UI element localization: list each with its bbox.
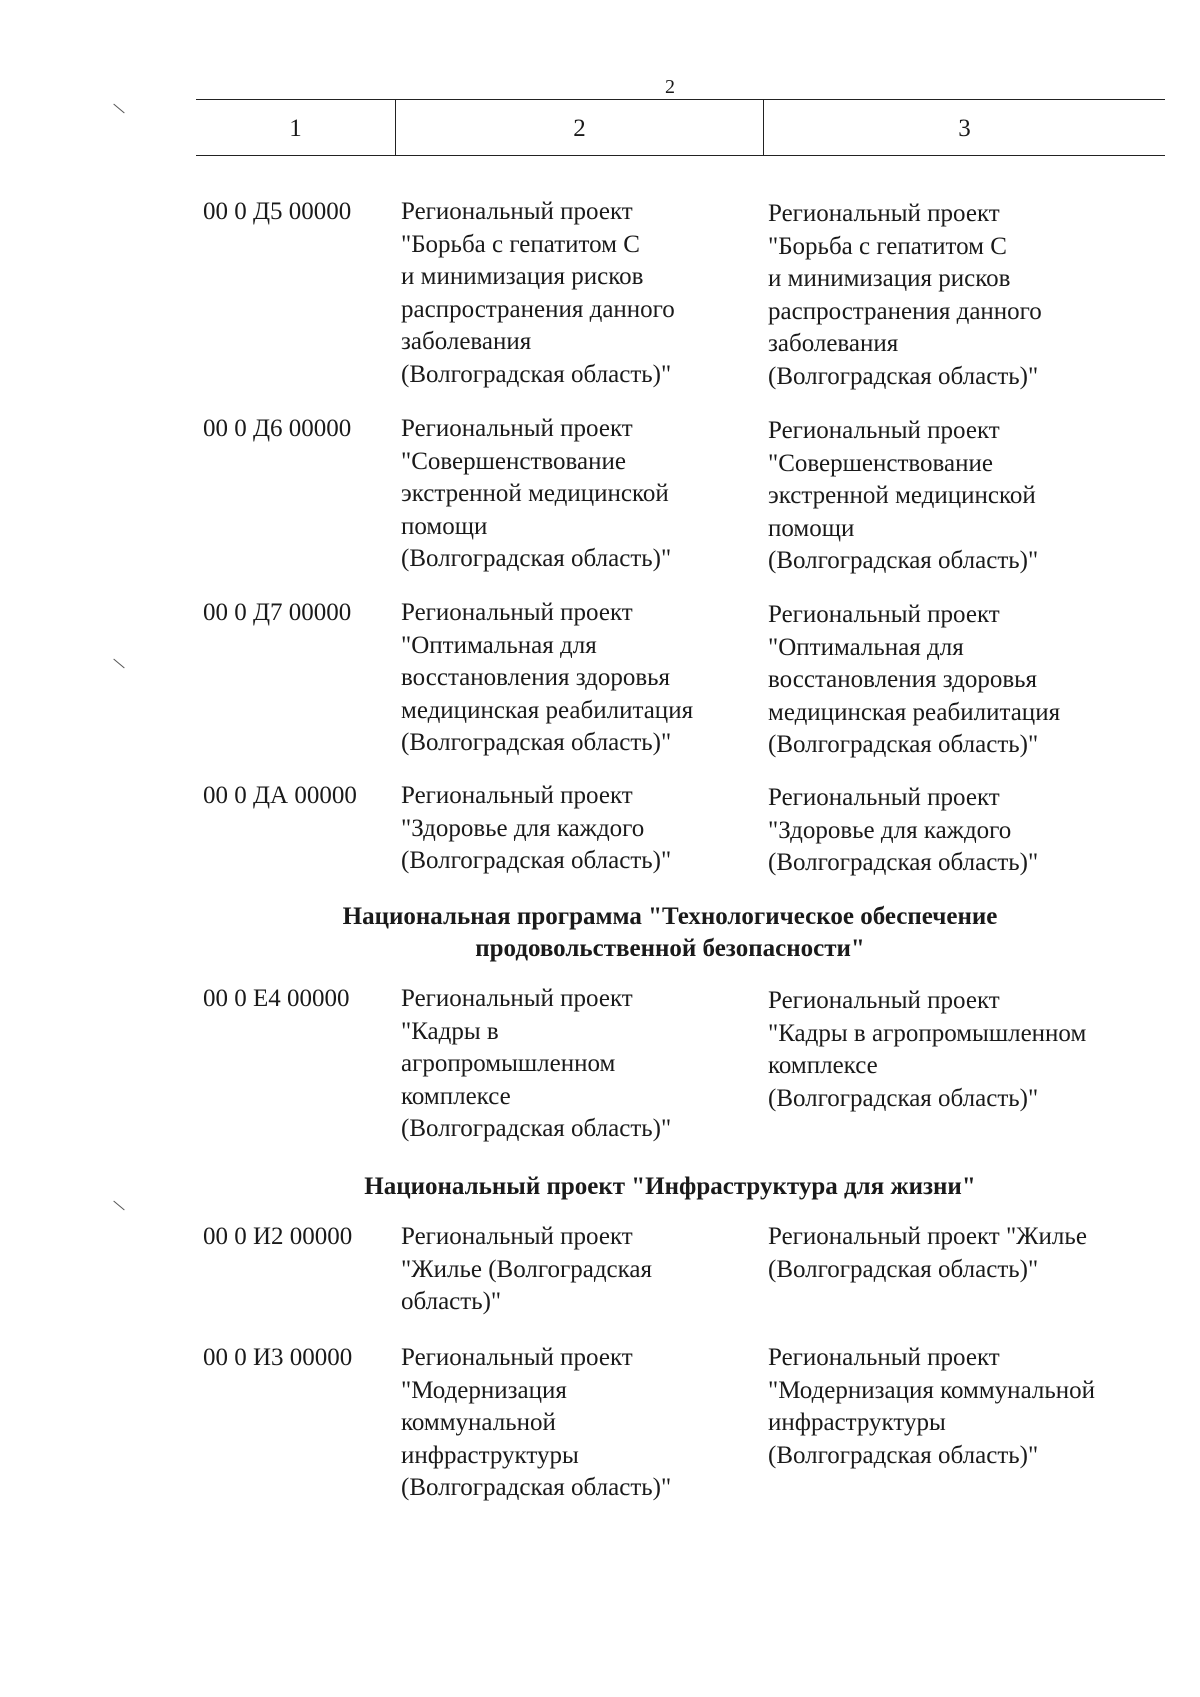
row-current-name: Региональный проект "Здоровье для каждого (Волгоградская область)" <box>401 782 672 874</box>
row-current-name: Региональный проект "Модернизация коммунальной инфраструктуры (Волгоградская область)" <box>401 1344 672 1501</box>
row-code: 00 0 Д7 00000 <box>203 599 352 626</box>
row-code: 00 0 Е4 00000 <box>203 985 350 1012</box>
scan-mark <box>113 659 124 669</box>
row-code: 00 0 Д6 00000 <box>203 415 352 442</box>
row-code: 00 0 И3 00000 <box>203 1344 353 1371</box>
row-code: 00 0 Д5 00000 <box>203 198 352 225</box>
section-heading: Национальный проект "Инфраструктура для жизни" <box>364 1173 976 1200</box>
row-new-name: Региональный проект "Совершенствование экстренной медицинской помощи (Волгоградская область)" <box>768 417 1039 574</box>
row-new-name: Региональный проект "Модернизация коммунальной инфраструктуры (Волгоградская область)" <box>768 1344 1096 1469</box>
row-new-name: Региональный проект "Оптимальная для восстановления здоровья медицинская реабилитация (Волгоградская область)" <box>768 601 1061 758</box>
row-new-name: Региональный проект "Жилье (Волгоградская область)" <box>768 1223 1087 1283</box>
table-header-col-1: 1 <box>196 100 396 155</box>
section-heading: Национальная программа "Технологическое обеспечение продовольственной безопасности" <box>342 903 998 962</box>
row-code: 00 0 ДА 00000 <box>203 782 357 809</box>
row-current-name: Региональный проект "Борьба с гепатитом С и минимизация рисков распространения данного заболевания (Волгоградская область)" <box>401 198 675 388</box>
row-code: 00 0 И2 00000 <box>203 1223 353 1250</box>
page-number: 2 <box>665 76 675 98</box>
scan-mark <box>113 1201 124 1211</box>
row-new-name: Региональный проект "Здоровье для каждого (Волгоградская область)" <box>768 784 1039 876</box>
row-new-name: Региональный проект "Борьба с гепатитом С и минимизация рисков распространения данного заболевания (Волгоградская область)" <box>768 200 1042 390</box>
row-current-name: Региональный проект "Жилье (Волгоградская область)" <box>401 1223 653 1315</box>
scan-mark <box>113 104 124 114</box>
table-header-col-3: 3 <box>958 114 971 142</box>
row-current-name: Региональный проект "Кадры в агропромышленном комплексе (Волгоградская область)" <box>401 985 672 1142</box>
row-current-name: Региональный проект "Оптимальная для восстановления здоровья медицинская реабилитация (Волгоградская область)" <box>401 599 694 756</box>
row-current-name: Региональный проект "Совершенствование экстренной медицинской помощи (Волгоградская область)" <box>401 415 672 572</box>
row-new-name: Региональный проект "Кадры в агропромышленном комплексе (Волгоградская область)" <box>768 987 1087 1112</box>
table-header-col-2: 2 <box>396 100 764 155</box>
table-header <box>196 99 1165 156</box>
